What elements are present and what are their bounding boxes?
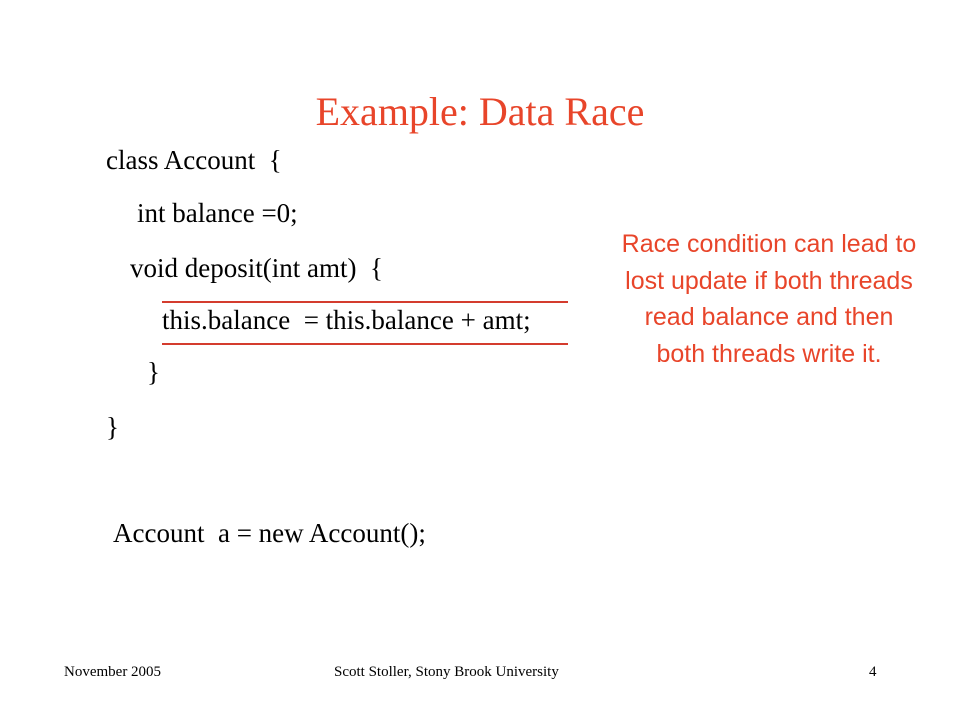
- code-line-class-declaration: class Account {: [106, 145, 282, 175]
- footer-date: November 2005: [64, 664, 162, 680]
- code-line-method-close: }: [147, 357, 160, 387]
- footer-author: Scott Stoller, Stony Brook University: [334, 664, 559, 680]
- footer-page-number: 4: [869, 664, 877, 680]
- code-line-method-signature: void deposit(int amt) {: [130, 253, 383, 283]
- race-condition-note: Race condition can lead to lost update if both threads read balance and then both threads write it.: [621, 230, 917, 368]
- slide-title: Example: Data Race: [315, 89, 645, 134]
- code-line-class-close: }: [106, 412, 119, 442]
- highlight-rule-bottom: [162, 343, 568, 345]
- code-line-racy-statement: this.balance = this.balance + amt;: [162, 305, 531, 335]
- usage-statement: Account a = new Account();: [113, 518, 426, 548]
- code-line-field: int balance =0;: [137, 198, 298, 228]
